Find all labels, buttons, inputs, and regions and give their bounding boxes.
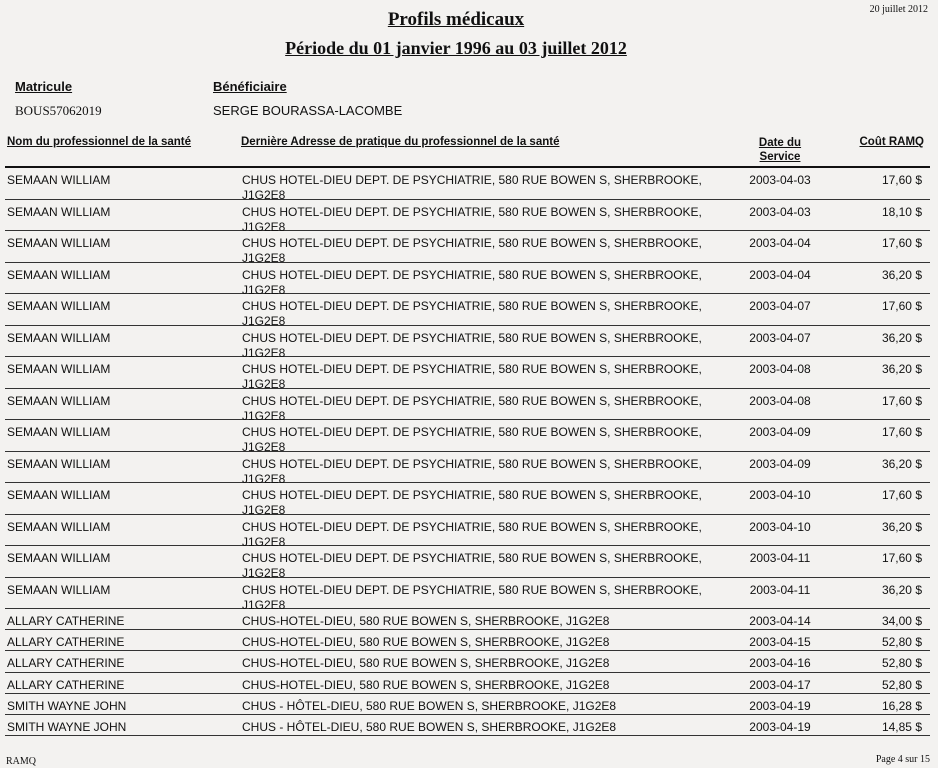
professional-name: SEMAAN WILLIAM (7, 393, 111, 408)
ramq-cost: 17,60 $ (881, 173, 922, 187)
professional-name: ALLARY CATHERINE (7, 656, 125, 671)
table-row (5, 630, 930, 651)
table-row (5, 231, 930, 263)
table-row (5, 515, 930, 547)
column-header-address: Dernière Adresse de pratique du professionnel de la santé (241, 136, 560, 148)
service-date: 2003-04-17 (749, 677, 811, 692)
practice-address: CHUS HOTEL-DIEU DEPT. DE PSYCHIATRIE, 580 RUE BOWEN S, SHERBROOKE, J1G2E8 (242, 551, 702, 580)
practice-address: CHUS-HOTEL-DIEU, 580 RUE BOWEN S, SHERBROOKE, J1G2E8 (242, 614, 610, 628)
ramq-cost: 52,80 $ (881, 677, 922, 692)
practice-address: CHUS HOTEL-DIEU DEPT. DE PSYCHIATRIE, 580 RUE BOWEN S, SHERBROOKE, J1G2E8 (242, 582, 702, 612)
table-row (5, 651, 930, 672)
ramq-cost: 18,10 $ (881, 204, 922, 219)
service-date: 2003-04-03 (749, 173, 811, 187)
records-table (5, 168, 930, 736)
ramq-cost: 16,28 $ (881, 698, 922, 713)
ramq-cost: 17,60 $ (881, 551, 922, 565)
professional-name: SEMAAN WILLIAM (7, 425, 111, 439)
practice-address: CHUS HOTEL-DIEU DEPT. DE PSYCHIATRIE, 580 RUE BOWEN S, SHERBROOKE, J1G2E8 (242, 299, 702, 328)
page-number: Page 4 sur 15 (875, 754, 930, 765)
practice-address: CHUS - HÔTEL-DIEU, 580 RUE BOWEN S, SHERBROOKE, J1G2E8 (242, 719, 617, 734)
table-row (5, 483, 930, 515)
practice-address: CHUS-HOTEL-DIEU, 580 RUE BOWEN S, SHERBROOKE, J1G2E8 (242, 656, 610, 671)
service-date: 2003-04-19 (749, 698, 811, 713)
ramq-cost: 17,60 $ (881, 299, 922, 313)
service-date: 2003-04-07 (749, 299, 811, 313)
service-date: 2003-04-09 (749, 425, 811, 439)
professional-name: SEMAAN WILLIAM (7, 204, 111, 219)
ramq-cost: 36,20 $ (881, 582, 922, 597)
service-date: 2003-04-16 (749, 656, 811, 671)
service-date: 2003-04-19 (749, 719, 811, 734)
practice-address: CHUS-HOTEL-DIEU, 580 RUE BOWEN S, SHERBROOKE, J1G2E8 (242, 677, 610, 692)
professional-name: SEMAAN WILLIAM (7, 456, 111, 471)
service-date: 2003-04-04 (749, 267, 811, 282)
ramq-cost: 17,60 $ (881, 236, 922, 250)
beneficiary-value: SERGE BOURASSA-LACOMBE (213, 103, 403, 118)
practice-address: CHUS HOTEL-DIEU DEPT. DE PSYCHIATRIE, 580 RUE BOWEN S, SHERBROOKE, J1G2E8 (242, 236, 702, 265)
service-date: 2003-04-10 (749, 519, 811, 534)
table-row (5, 389, 930, 421)
beneficiary-label: Bénéficiaire (213, 79, 287, 94)
service-date: 2003-04-11 (749, 551, 811, 565)
ramq-cost: 36,20 $ (881, 362, 922, 376)
practice-address: CHUS HOTEL-DIEU DEPT. DE PSYCHIATRIE, 580 RUE BOWEN S, SHERBROOKE, J1G2E8 (242, 330, 702, 360)
professional-name: SEMAAN WILLIAM (7, 488, 111, 502)
table-row (5, 715, 930, 736)
service-date: 2003-04-04 (749, 236, 811, 250)
table-row (5, 452, 930, 484)
table-row (5, 357, 930, 389)
professional-name: SEMAAN WILLIAM (7, 267, 111, 282)
practice-address: CHUS-HOTEL-DIEU, 580 RUE BOWEN S, SHERBROOKE, J1G2E8 (242, 635, 610, 650)
practice-address: CHUS - HÔTEL-DIEU, 580 RUE BOWEN S, SHERBROOKE, J1G2E8 (242, 698, 617, 713)
professional-name: SEMAAN WILLIAM (7, 582, 111, 597)
professional-name: SMITH WAYNE JOHN (7, 719, 127, 734)
matricule-label: Matricule (15, 79, 73, 94)
practice-address: CHUS HOTEL-DIEU DEPT. DE PSYCHIATRIE, 580 RUE BOWEN S, SHERBROOKE, J1G2E8 (242, 362, 702, 391)
period-subtitle: Période du 01 janvier 1996 au 03 juillet 2012 (285, 38, 627, 58)
professional-name: SEMAAN WILLIAM (7, 519, 111, 534)
service-date: 2003-04-10 (749, 488, 811, 502)
table-row (5, 546, 930, 578)
practice-address: CHUS HOTEL-DIEU DEPT. DE PSYCHIATRIE, 580 RUE BOWEN S, SHERBROOKE, J1G2E8 (242, 456, 702, 486)
ramq-cost: 36,20 $ (881, 456, 922, 471)
table-row (5, 673, 930, 694)
matricule-value: BOUS57062019 (15, 103, 102, 118)
table-row (5, 420, 930, 452)
table-row (5, 609, 930, 630)
ramq-cost: 36,20 $ (881, 267, 922, 282)
service-date: 2003-04-08 (749, 393, 811, 408)
professional-name: SEMAAN WILLIAM (7, 551, 111, 565)
professional-name: SEMAAN WILLIAM (7, 173, 111, 187)
page-title: Profils médicaux (387, 9, 525, 30)
practice-address: CHUS HOTEL-DIEU DEPT. DE PSYCHIATRIE, 580 RUE BOWEN S, SHERBROOKE, J1G2E8 (242, 204, 702, 234)
ramq-cost: 14,85 $ (881, 719, 922, 734)
ramq-cost: 52,80 $ (881, 656, 922, 671)
table-row (5, 294, 930, 326)
professional-name: ALLARY CATHERINE (7, 635, 125, 650)
practice-address: CHUS HOTEL-DIEU DEPT. DE PSYCHIATRIE, 580 RUE BOWEN S, SHERBROOKE, J1G2E8 (242, 519, 702, 549)
professional-name: SEMAAN WILLIAM (7, 362, 111, 376)
service-date: 2003-04-15 (749, 635, 811, 650)
ramq-cost: 52,80 $ (881, 635, 922, 650)
table-row (5, 263, 930, 295)
column-header-date: Date du Service (758, 137, 802, 163)
practice-address: CHUS HOTEL-DIEU DEPT. DE PSYCHIATRIE, 580 RUE BOWEN S, SHERBROOKE, J1G2E8 (242, 393, 702, 423)
ramq-cost: 36,20 $ (881, 519, 922, 534)
service-date: 2003-04-11 (749, 582, 811, 597)
service-date: 2003-04-09 (749, 456, 811, 471)
practice-address: CHUS HOTEL-DIEU DEPT. DE PSYCHIATRIE, 580 RUE BOWEN S, SHERBROOKE, J1G2E8 (242, 267, 702, 297)
table-row (5, 168, 930, 200)
ramq-cost: 34,00 $ (881, 614, 922, 628)
practice-address: CHUS HOTEL-DIEU DEPT. DE PSYCHIATRIE, 580 RUE BOWEN S, SHERBROOKE, J1G2E8 (242, 173, 702, 202)
practice-address: CHUS HOTEL-DIEU DEPT. DE PSYCHIATRIE, 580 RUE BOWEN S, SHERBROOKE, J1G2E8 (242, 425, 702, 454)
service-date: 2003-04-07 (749, 330, 811, 345)
professional-name: SMITH WAYNE JOHN (7, 698, 127, 713)
table-row (5, 694, 930, 715)
professional-name: SEMAAN WILLIAM (7, 236, 111, 250)
service-date: 2003-04-08 (749, 362, 811, 376)
practice-address: CHUS HOTEL-DIEU DEPT. DE PSYCHIATRIE, 580 RUE BOWEN S, SHERBROOKE, J1G2E8 (242, 488, 702, 517)
service-date: 2003-04-03 (749, 204, 811, 219)
professional-name: SEMAAN WILLIAM (7, 330, 111, 345)
column-header-cost: Coût RAMQ (859, 136, 924, 148)
ramq-cost: 17,60 $ (881, 488, 922, 502)
ramq-cost: 17,60 $ (881, 393, 922, 408)
print-date: 20 juillet 2012 (869, 4, 928, 15)
table-row (5, 578, 930, 610)
column-header-name: Nom du professionnel de la santé (7, 136, 192, 148)
table-header (5, 134, 930, 168)
service-date: 2003-04-14 (749, 614, 811, 628)
table-row (5, 326, 930, 358)
professional-name: SEMAAN WILLIAM (7, 299, 111, 313)
professional-name: ALLARY CATHERINE (7, 677, 125, 692)
ramq-cost: 36,20 $ (881, 330, 922, 345)
table-row (5, 200, 930, 232)
ramq-cost: 17,60 $ (881, 425, 922, 439)
footer-ramq: RAMQ (6, 756, 37, 767)
professional-name: ALLARY CATHERINE (7, 614, 125, 628)
